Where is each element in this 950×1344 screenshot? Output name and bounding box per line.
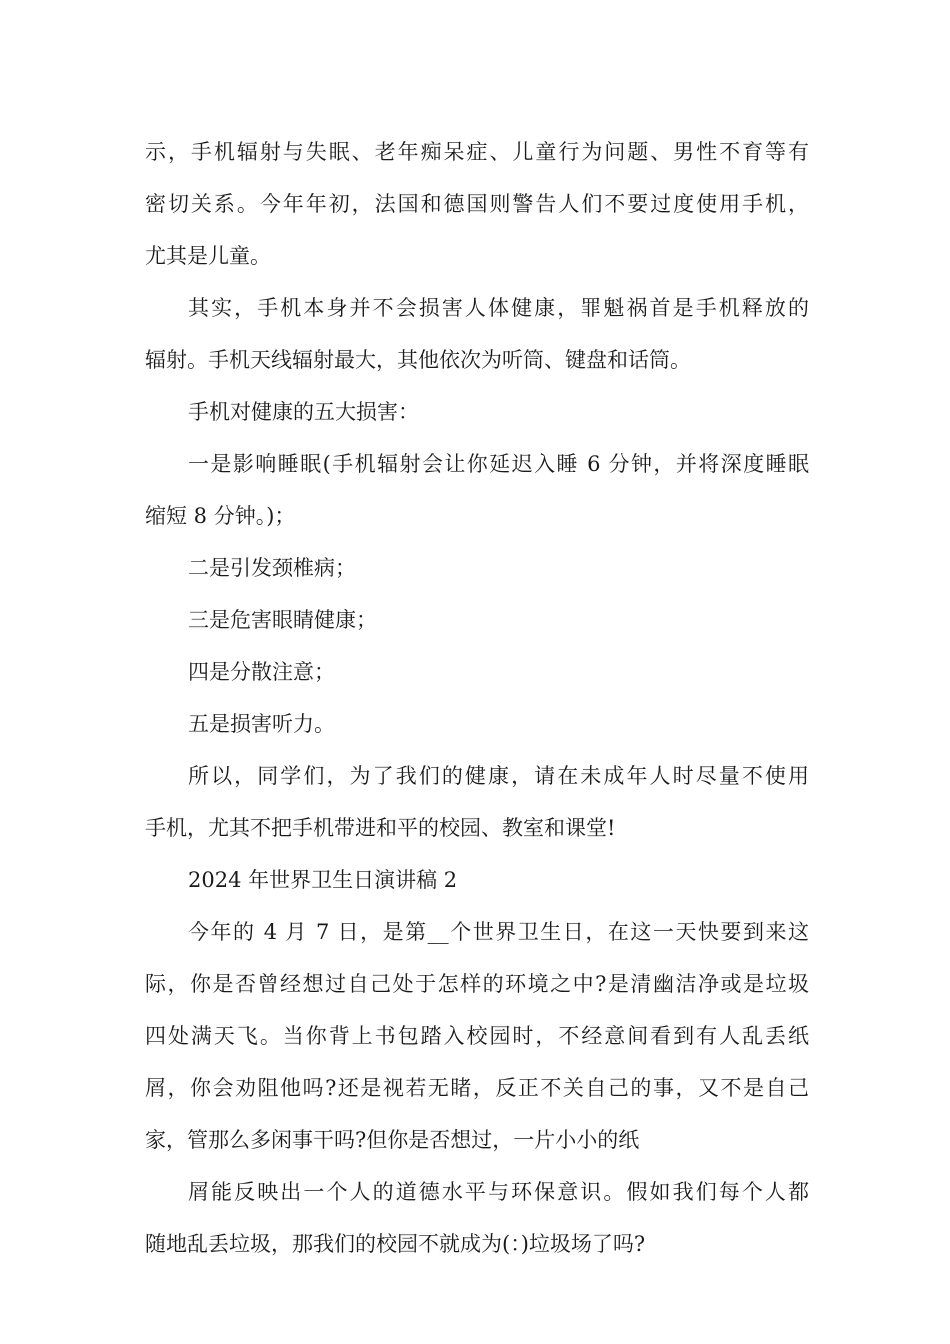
paragraph-line: 二是引发颈椎病； xyxy=(188,556,356,580)
paragraph-line: 辐射。手机天线辐射最大，其他依次为听筒、键盘和话筒。 xyxy=(145,348,691,372)
paragraph-line: 三是危害眼睛健康； xyxy=(188,608,377,632)
paragraph-line: 五是损害听力。 xyxy=(188,712,335,736)
paragraph-line: 屑，你会劝阻他吗?还是视若无睹，反正不关自己的事，又不是自己 xyxy=(145,1076,809,1100)
paragraph-line: 其实，手机本身并不会损害人体健康，罪魁祸首是手机释放的 xyxy=(188,296,809,320)
paragraph-line: 四处满天飞。当你背上书包踏入校园时，不经意间看到有人乱丢纸 xyxy=(145,1024,809,1048)
paragraph-line: 四是分散注意； xyxy=(188,660,335,684)
paragraph-line: 今年的 4 月 7 日，是第__个世界卫生日，在这一天快要到来这 xyxy=(188,920,809,944)
paragraph-line: 缩短 8 分钟。)； xyxy=(145,504,296,528)
paragraph-line: 家，管那么多闲事干吗?但你是否想过，一片小小的纸 xyxy=(145,1128,640,1152)
paragraph-line: 随地乱丢垃圾，那我们的校园不就成为(：)垃圾场了吗? xyxy=(145,1232,646,1256)
paragraph-line: 际，你是否曾经想过自己处于怎样的环境之中?是清幽洁净或是垃圾 xyxy=(145,972,809,996)
paragraph-line: 手机，尤其不把手机带进和平的校园、教室和课堂! xyxy=(145,816,616,840)
paragraph-line: 一是影响睡眠(手机辐射会让你延迟入睡 6 分钟，并将深度睡眠 xyxy=(188,452,809,476)
paragraph-line: 屑能反映出一个人的道德水平与环保意识。假如我们每个人都 xyxy=(188,1180,809,1204)
paragraph-line: 所以，同学们，为了我们的健康，请在未成年人时尽量不使用 xyxy=(188,764,809,788)
paragraph-line: 尤其是儿童。 xyxy=(145,244,271,268)
section-heading: 2024 年世界卫生日演讲稿 2 xyxy=(188,868,458,892)
document-body xyxy=(145,126,809,1270)
paragraph-line: 示，手机辐射与失眠、老年痴呆症、儿童行为问题、男性不育等有 xyxy=(145,140,809,164)
paragraph-line: 密切关系。今年年初，法国和德国则警告人们不要过度使用手机， xyxy=(145,192,809,216)
paragraph-line: 手机对健康的五大损害： xyxy=(188,400,419,424)
